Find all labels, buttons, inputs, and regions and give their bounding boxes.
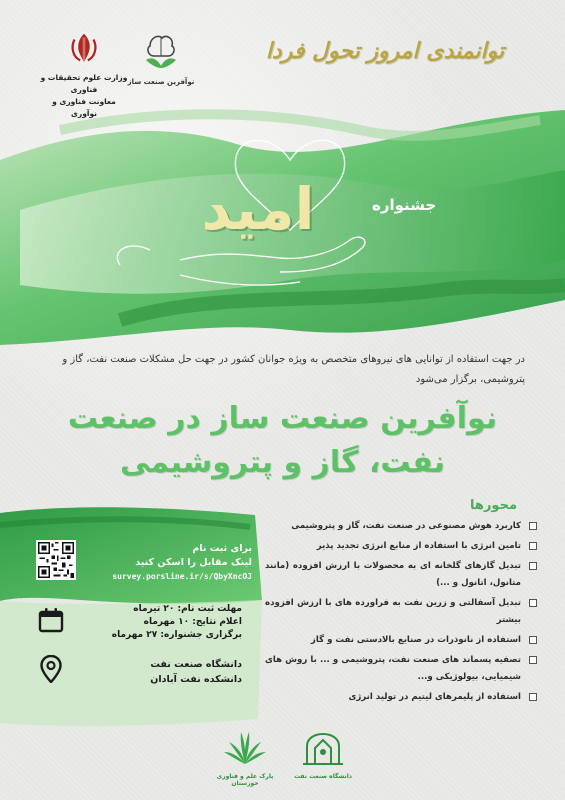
ministry-line-1: وزارت علوم تحقیقات و فناوری	[40, 73, 128, 94]
checkbox-icon	[529, 656, 537, 664]
axes-item: تبدیل آسفالتی و زرین نفت به فراورده های با ارزش افزوده بیشتر	[265, 595, 537, 629]
event-date: برگزاری جشنواره: ۲۷ مهرماه	[111, 630, 242, 640]
venue-line-1: دانشگاه صنعت نفت	[150, 659, 242, 670]
registration-subtitle: لینک مقابل را اسکن کنید	[135, 557, 252, 568]
dates-block	[74, 603, 242, 642]
registration-title: برای ثبت نام	[192, 543, 252, 554]
iran-emblem-icon	[65, 30, 103, 68]
axes-item: تامین انرژی با استفاده از منابع انرژی تجدید پذیر	[265, 538, 537, 555]
checkbox-icon	[529, 599, 537, 607]
tavan-caption: نوآفرین صنعت ساز	[127, 78, 195, 86]
checkbox-icon	[529, 693, 537, 701]
axes-list	[265, 518, 537, 709]
tower-icon	[301, 730, 345, 768]
headline-line-1: نوآفرین صنعت ساز در صنعت	[67, 401, 498, 436]
axes-item: استفاده از پلیمرهای لیتیم در تولید انرژی	[265, 689, 537, 706]
checkbox-icon	[529, 562, 537, 570]
venue-block	[74, 657, 242, 687]
location-pin-icon	[40, 655, 62, 683]
registration-link[interactable]: survey.porsline.ir/s/QbyXncOJ	[112, 572, 252, 581]
brain-leaf-icon	[138, 30, 184, 72]
axes-item: کاربرد هوش مصنوعی در صنعت نفت، گاز و پتروشیمی	[265, 518, 537, 535]
science-park-logo	[210, 730, 280, 787]
science-park-caption: پارک علم و فناوری خوزستان	[216, 773, 274, 787]
results-date: اعلام نتایج: ۱۰ مهرماه	[143, 617, 242, 627]
checkbox-icon	[529, 522, 537, 530]
palm-leaf-icon	[223, 730, 267, 768]
tavan-logo	[118, 30, 204, 86]
headline-line-2: نفت، گاز و پتروشیمی	[119, 445, 445, 480]
petroleum-university-caption: دانشگاه صنعت نفت	[294, 773, 352, 780]
petroleum-university-logo	[288, 730, 358, 780]
slogan: توانمندی امروز تحول فردا	[265, 38, 505, 64]
qr-code-icon[interactable]	[36, 540, 76, 580]
axes-item: تبدیل گازهای گلخانه ای به محصولات با ارزش افزوده (مانند متانول، اتانول و ...)	[265, 558, 537, 592]
calendar-icon	[38, 607, 64, 633]
festival-prefix: جشنواره	[372, 196, 437, 214]
checkbox-icon	[529, 542, 537, 550]
axes-title: محورها	[470, 498, 517, 513]
venue-line-2: دانشکده نفت آبادان	[150, 674, 242, 685]
festival-name: امید	[201, 175, 315, 243]
axes-item: استفاده از نانوذرات در صنایع بالادستی نفت و گاز	[265, 632, 537, 649]
registration-deadline: مهلت ثبت نام: ۲۰ تیرماه	[133, 604, 242, 614]
axes-item: تصفیه پسماند های صنعت نفت، پتروشیمی و ... با روش های شیمیایی، بیولوژیکی و...	[265, 652, 537, 686]
intro-text: در جهت استفاده از توانایی های نیروهای متخصص به ویژه جوانان کشور در جهت حل مشکلات صنعت نفت، گاز و پتروشیمی، برگزار می‌شود	[62, 354, 525, 385]
checkbox-icon	[529, 636, 537, 644]
ministry-line-2: معاونت فناوری و نوآوری	[52, 97, 116, 118]
headline	[30, 397, 535, 485]
